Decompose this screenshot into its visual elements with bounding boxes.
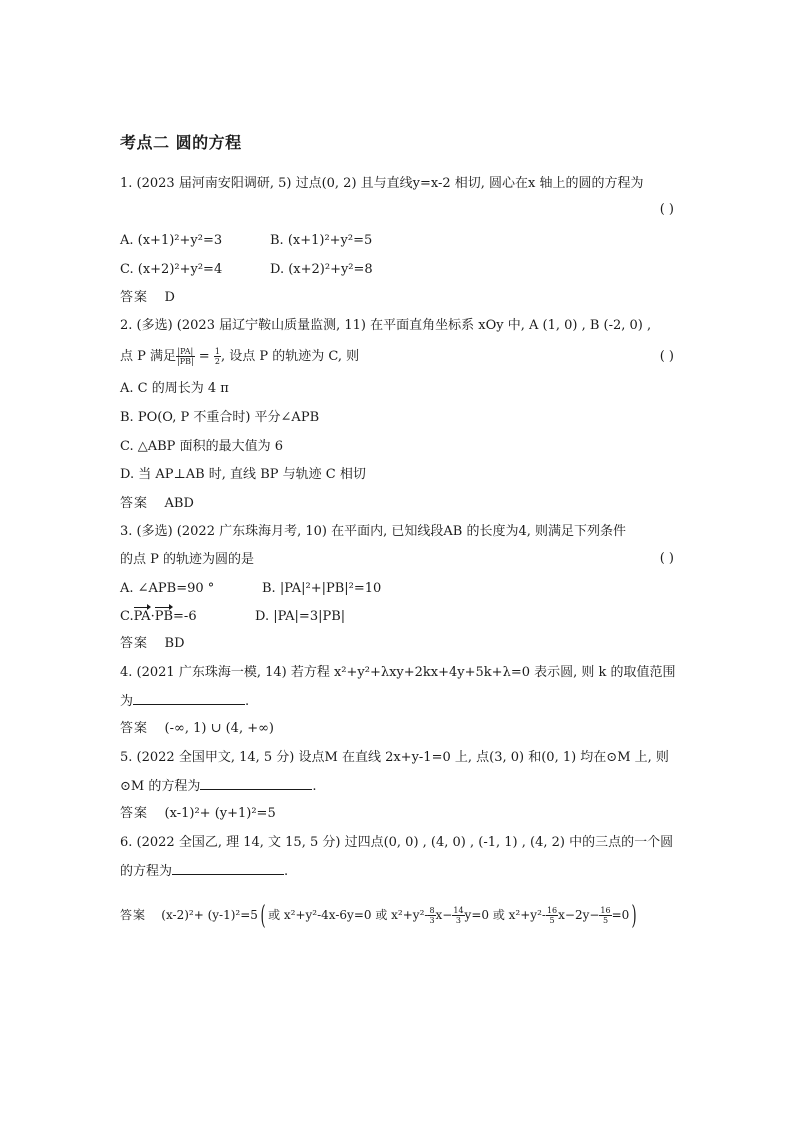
answer-label: 答案 xyxy=(120,636,149,651)
fill-in-blank xyxy=(200,777,312,790)
q2-answer-paren: ( ) xyxy=(659,349,674,364)
q3-answer-paren: ( ) xyxy=(659,551,674,566)
vector-pb: PB xyxy=(154,609,174,624)
q2-stem-line1: 2. (多选) (2023 届辽宁鞍山质量监测, 11) 在平面直角坐标系 xOy 中, A (1, 0) , B (-2, 0) , xyxy=(120,318,652,333)
q6-answer-main: (x-2)²+ (y-1)²=5 xyxy=(161,908,258,922)
answer-label: 答案 xyxy=(120,806,149,821)
q3-option-d: D. |PA|=3|PB| xyxy=(255,609,346,624)
q4-answer: (-∞, 1) ∪ (4, +∞) xyxy=(164,721,275,736)
ratio-fraction: $\frac{|PA|}{|PB|}$ xyxy=(177,347,194,366)
q5-stem-line2: ⊙M 的方程为 . xyxy=(120,779,317,794)
q3-stem-line1: 3. (多选) (2022 广东珠海月考, 10) 在平面内, 已知线段AB 的长度为4, 则满足下列条件 xyxy=(120,524,626,539)
answer-label: 答案 xyxy=(120,721,149,736)
q5-answer: (x-1)²+ (y+1)²=5 xyxy=(164,806,276,821)
q5-stem-line1: 5. (2022 全国甲文, 14, 5 分) 设点M 在直线 2x+y-1=0 上, 点(3, 0) 和(0, 1) 均在⊙M 上, 则 xyxy=(120,750,669,765)
right-paren-bracket: ) xyxy=(631,900,637,931)
q3-stem-line2: 的点 P 的轨迹为圆的是 xyxy=(120,552,255,567)
q2-option-a: A. C 的周长为 4 π xyxy=(120,381,229,396)
q1-stem: 1. (2023 届河南安阳调研, 5) 过点(0, 2) 且与直线y=x-2 相切, 圆心在x 轴上的圆的方程为 xyxy=(120,176,644,191)
q2-option-b: B. PO(O, P 不重合时) 平分∠APB xyxy=(120,410,320,425)
half-fraction: $\frac{1}{2}$ xyxy=(214,347,220,366)
q1-option-d: D. (x+2)²+y²=8 xyxy=(270,262,373,277)
q6-alt-3: 或 x²+y²- $\frac{16}{5}$ x−2y− $\frac{16}{5}$ =0 xyxy=(492,906,630,925)
q1-answer-row xyxy=(120,289,175,307)
q2-stem-line2: 点 P 满足 $\frac{|PA|}{|PB|}$ = $\frac{1}{2}$ , 设点 P 的轨迹为 C, 则 xyxy=(120,347,360,366)
q6-alt-2: 或 x²+y²- $\frac{8}{3}$ x− $\frac{14}{3}$ y=0 xyxy=(375,906,490,925)
q2-option-d: D. 当 AP⊥AB 时, 直线 BP 与轨迹 C 相切 xyxy=(120,467,366,482)
q3-answer-row xyxy=(120,635,185,653)
q6-stem-line1: 6. (2022 全国乙, 理 14, 文 15, 5 分) 过四点(0, 0) , (4, 0) , (-1, 1) , (4, 2) 中的三点的一个圆 xyxy=(120,835,674,850)
q3-answer: BD xyxy=(164,636,185,651)
q3-option-b: B. |PA|²+|PB|²=10 xyxy=(262,581,382,596)
q1-answer-paren: ( ) xyxy=(659,202,674,217)
q5-answer-row xyxy=(120,805,276,823)
q3-option-a: A. ∠APB=90 ° xyxy=(120,581,215,596)
q2-answer: ABD xyxy=(164,496,194,511)
q2-option-c: C. △ABP 面积的最大值为 6 xyxy=(120,439,283,454)
q4-stem-line1: 4. (2021 广东珠海一模, 14) 若方程 x²+y²+λxy+2kx+4y+5k+λ=0 表示圆, 则 k 的取值范围 xyxy=(120,665,676,680)
fill-in-blank xyxy=(133,692,245,705)
q6-alt-1: 或 x²+y²-4x-6y=0 xyxy=(268,908,372,922)
answer-label: 答案 xyxy=(120,908,147,922)
q1-option-a: A. (x+1)²+y²=3 xyxy=(120,233,223,248)
vector-pa: PA xyxy=(133,609,151,624)
q6-answer-row xyxy=(120,900,639,931)
fill-in-blank xyxy=(172,862,284,875)
answer-label: 答案 xyxy=(120,496,149,511)
q1-answer: D xyxy=(164,290,175,305)
q4-answer-row xyxy=(120,720,274,738)
q1-option-b: B. (x+1)²+y²=5 xyxy=(270,233,373,248)
q1-option-c: C. (x+2)²+y²=4 xyxy=(120,262,223,277)
q3-option-c: C.PA·PB=-6 xyxy=(120,609,197,624)
section-heading: 考点二 圆的方程 xyxy=(120,133,242,152)
q4-stem-line2: 为 . xyxy=(120,694,250,709)
answer-label: 答案 xyxy=(120,290,149,305)
left-paren-bracket: ( xyxy=(260,900,266,931)
q2-answer-row xyxy=(120,495,194,513)
q6-stem-line2: 的方程为 . xyxy=(120,864,289,879)
